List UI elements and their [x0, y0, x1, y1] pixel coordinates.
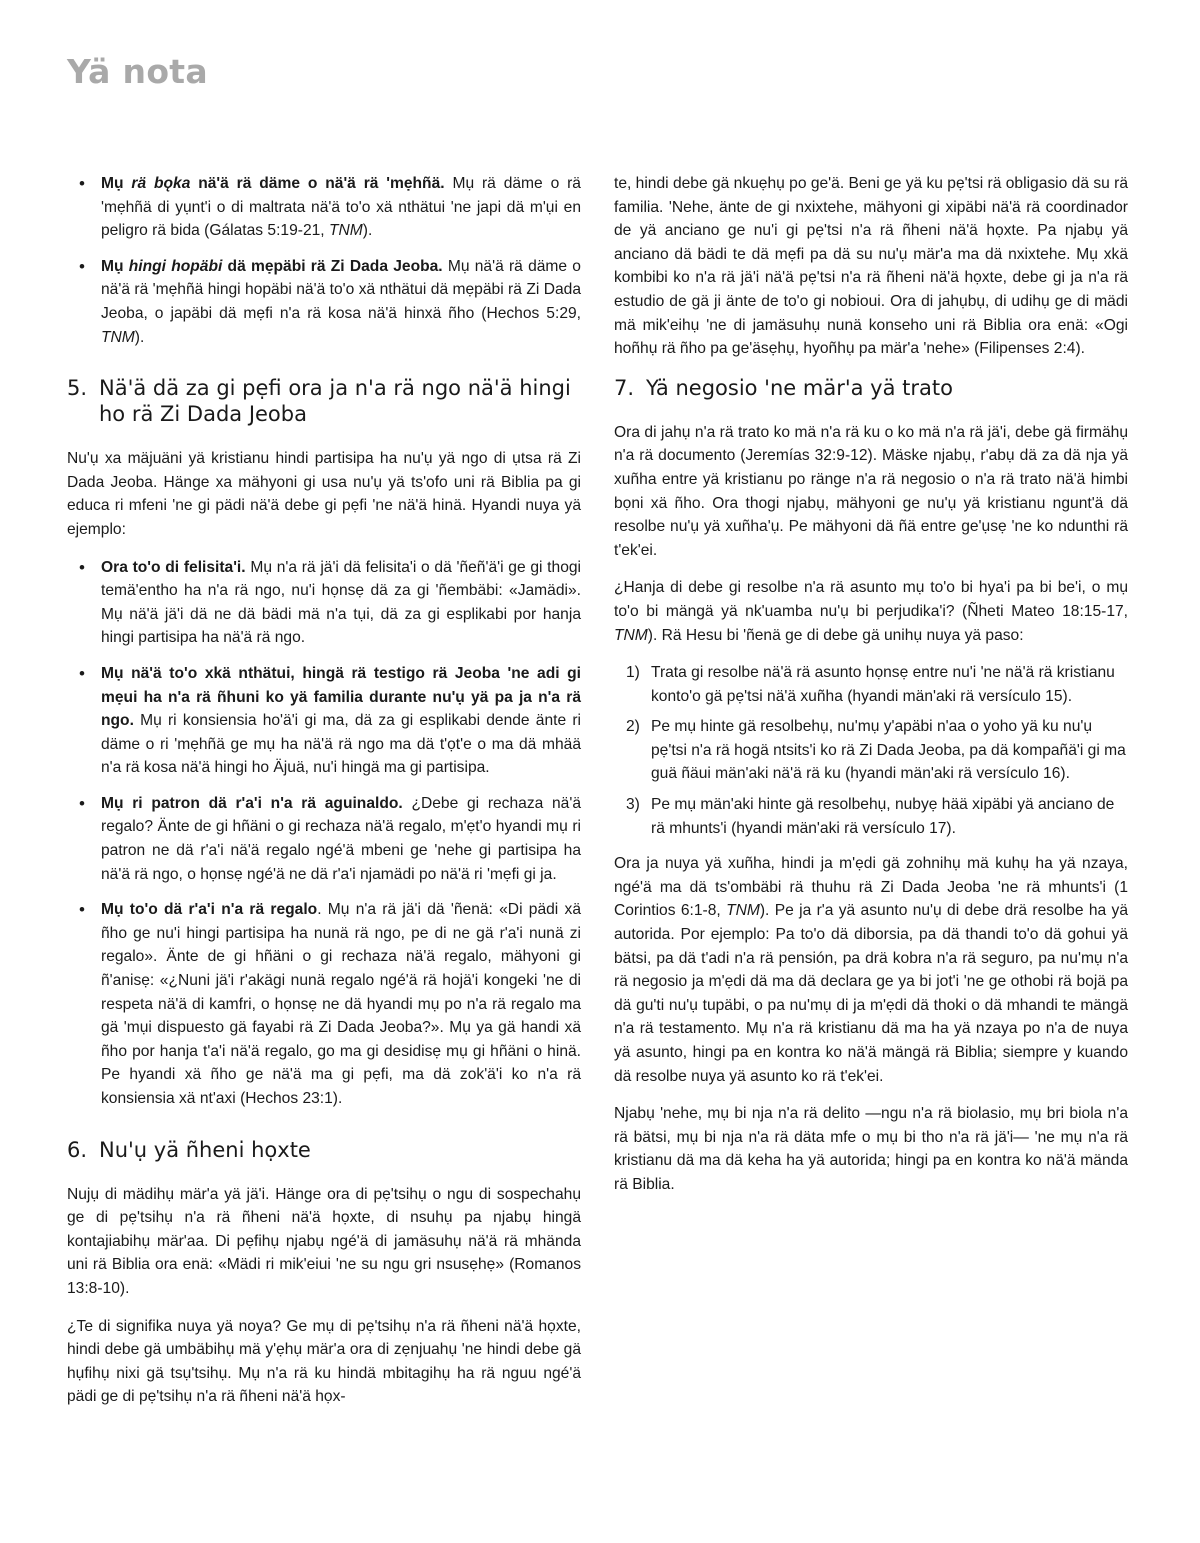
- bullet-bold-text: dä mẹpäbi rä Zi Dada Jeoba.: [222, 257, 443, 275]
- page-header-title: Yä nota: [67, 52, 208, 91]
- section-title: Nu'ụ yä ñheni họxte: [99, 1137, 311, 1162]
- bullet-text: ).: [362, 222, 373, 240]
- step-number: 2): [626, 718, 640, 736]
- bullet-text: Mụ ri konsiensia ho'ä'i gi ma, dä za gi esplikabi dende änte ri däme o ri 'mẹhñä ge mụ ha nä'ä rä ngo ma dä t'ọt'e o ma dä mhää n'a rä kosa nä'ä hingi ho Äjuä, nu'i hingä ma gi partisipa.: [101, 712, 581, 777]
- paragraph: ¿Te di signifika nuya yä noya? Ge mụ di pẹ'tsihụ n'a rä ñheni nä'ä họxte, hindi debe gä umbäbihụ mä y'ẹhụ mär'a ora di zẹnjuahụ 'ne hindi debe gä hụfihụ nixi gä tsụ'tsihụ. Mụ n'a rä ku hindä mbitagihụ ha rä nguu ngé'ä pädi ge di pẹ'tsihụ n'a rä ñheni nä'ä họx-: [67, 1317, 581, 1406]
- section-title: Nä'ä dä za gi pẹfi ora ja n'a rä ngo nä'ä hingi ho rä Zi Dada Jeoba: [99, 376, 571, 427]
- section-7-heading: [614, 375, 1128, 401]
- list-item: [67, 172, 581, 243]
- bullet-text: Mụ n'a rä jä'i dä felisita'i o dä 'ñeñ'ä'i ge gi thogi temä'entho ha n'a rä ngo, nu'i họnsẹ dä za gi 'ñembäbi: «Jamädi». Mụ nä'ä jä'i dä ne dä bädi mä n'a tụi, dä za gi esplikabi por hanja hingi partisipa ha nä'ä rä ngo.: [101, 558, 582, 647]
- reference-abbrev: TNM: [614, 626, 648, 644]
- bullet-list-top: [67, 172, 581, 349]
- bullet-text: ).: [134, 328, 145, 346]
- bullet-bold-text: nä'ä rä däme o nä'ä rä 'mẹhñä.: [190, 175, 445, 192]
- list-item: [67, 662, 581, 780]
- paragraph: Njabụ 'nehe, mụ bi nja n'a rä delito —ngu n'a rä biolasio, mụ bri biola n'a rä bätsi, mụ bi nja n'a rä däta mfe o mụ bi tho n'a rä jä'i— 'ne mụ n'a rä kristianu dä ma dä keha ha yä autorida; hingi pa en kontra ko nä'ä mända rä Biblia.: [614, 1105, 1128, 1193]
- numbered-steps: [614, 661, 1128, 840]
- list-item: [67, 898, 581, 1110]
- bullet-bold-text: Ora to'o di felisita'i.: [101, 558, 246, 576]
- paragraph-text: ). Rä Hesu bi 'ñenä ge di debe gä unihụ nuya yä paso:: [647, 626, 1024, 644]
- step-text: Trata gi resolbe nä'ä rä asunto họnsẹ entre nu'i 'ne nä'ä rä kristianu konto'o gä pẹ'tsi nä'ä xuñha (hyandi män'aki rä versículo 15).: [651, 664, 1115, 705]
- section-5-intro: Nu'ụ xa mäjuäni yä kristianu hindi partisipa ha nu'ụ yä ngo di ụtsa rä Zi Dada Jeoba. Hänge xa mähyoni gi usa nu'ụ yä ts'ofo uni rä Biblia pa gi educa ri mfeni 'ne gi pädi nä'ä debe gi pẹfi 'ne nä'ä hinä. Hyandi nuya yä ejemplo:: [67, 450, 581, 538]
- left-column: [67, 172, 581, 1423]
- paragraph-text: Ora ja nuya yä xuñha, hindi ja m'ẹdi gä zohnihụ mä kuhụ ha yä nzaya, ngé'ä ma dä ts'ombäbi rä thuhu rä Zi Dada Jeoba 'ne rä mhunts'i (1 Corintios 6:1-8,: [614, 855, 1128, 920]
- step-number: 3): [626, 796, 640, 814]
- list-item: [614, 715, 1128, 786]
- section-number: 6.: [67, 1137, 88, 1162]
- list-item: [614, 661, 1128, 708]
- paragraph: Nujụ di mädihụ mär'a yä jä'i. Hänge ora di pẹ'tsihụ o ngu di sospechahụ ge di pẹ'tsihụ n'a rä ñheni nä'ä họxte, di nsuhụ pa njabụ hingä kontajiabihụ mär'aa. Di pẹfihụ njabụ ngé'ä di jamäsuhụ nä'ä rä mhända uni rä Biblia ora enä: «Mädi ri mik'eiui 'ne su ngu gri nsusẹhẹ» (Romanos 13:8-10).: [67, 1185, 581, 1297]
- bullet-list-section-5: [67, 556, 581, 1111]
- bullet-bold-text: Mụ to'o dä r'a'i n'a rä regalo: [101, 901, 318, 919]
- bullet-text: . Mụ n'a rä jä'i dä 'ñenä: «Di pädi xä ñho ge nu'i hingi partisipa ha nunä rä ngo, pe di ne gä r'a'i nunä zi regalo». Änte de gi hñäni o gi rechaza nä'ä regalo, mähyoni gi ñ'anisẹ: «¿Nuni jä'i r'akägi nunä regalo ngé'ä rä hojä'i kongeki 'ne di respeta nä'ä di kamfri, o họnsẹ ne dä hyandi mụ po n'a rä regalo ma gä 'mụi dispuesto gä fayabi rä Zi Dada Jeoba?». Mụ ya gä handi xä ñho por hanja t'a'i nä'ä regalo, go ma gi desidisẹ mụ gi hñäni o hinä. Pe hyandi xä ñho ge nä'ä ma gi pẹfi, ma dä zok'ä'i ko n'a rä konsiensia xä nt'axi (Hechos 23:1).: [101, 901, 582, 1107]
- list-item: [67, 792, 581, 886]
- list-item: [67, 255, 581, 349]
- section-5-heading: [67, 375, 581, 427]
- paragraph: [614, 576, 1128, 647]
- bullet-bold-italic-text: hingi hopäbi: [128, 257, 223, 275]
- step-number: 1): [626, 664, 640, 682]
- reference-abbrev: TNM: [328, 222, 363, 240]
- reference-abbrev: TNM: [726, 902, 760, 920]
- bullet-bold-text: Mụ ri patron dä r'a'i n'a rä aguinaldo.: [101, 794, 403, 812]
- paragraph: [614, 852, 1128, 1088]
- list-item: [614, 793, 1128, 840]
- right-column: [614, 172, 1128, 1211]
- bullet-text: ¿Debe gi rechaza nä'ä regalo? Änte de gi hñäni o gi rechaza nä'ä regalo, m'ẹt'o hyandi mụ ri patron ne dä r'a'i nä'ä regalo ngé'ä mbeni ge 'nehe gi partisipa ha nä'ä rä ngo, o họnsẹ ngé'ä ne dä r'a'i njamädi po nä'ä ri 'mẹfi gi ja.: [101, 794, 581, 883]
- step-text: Pe mụ män'aki hinte gä resolbehụ, nubyẹ hää xipäbi yä anciano de rä mhunts'i (hyandi män'aki rä versículo 17).: [651, 796, 1115, 837]
- reference-abbrev: TNM: [101, 328, 135, 346]
- bullet-bold-text: Mụ: [101, 175, 132, 192]
- paragraph: Ora di jahụ n'a rä trato ko mä n'a rä ku o ko mä n'a rä jä'i, debe gä firmähụ n'a rä documento (Jeremías 32:9-12). Mäske njabụ, r'abụ dä za dä nja yä xuñha entre yä kristianu po ränge n'a rä negosio o n'a rä trato nä'ä himbi bọni xä ñho. Ora thogi njabụ, mähyoni ge nu'ụ yä kristianu ngunt'ä dä resolbe nu'ụ yä xuñha'ụ. Pe mähyoni dä ñä entre ge'ụsẹ 'ne ko ndunthi rä t'ek'ei.: [614, 423, 1128, 559]
- step-text: Pe mụ hinte gä resolbehụ, nu'mụ y'apäbi n'aa o yoho yä ku nu'ụ pẹ'tsi n'a rä hogä ntsits'i ko rä Zi Dada Jeoba, pa dä kompañä'i gi ma guä ñäui män'aki nä'ä rä ku (hyandi män'aki rä versículo 16).: [651, 718, 1126, 783]
- section-title: Yä negosio 'ne mär'a yä trato: [646, 375, 953, 400]
- bullet-text: Mụ rä däme o rä 'mẹhñä di yụnt'i o di maltrata nä'ä to'o xä nthätui 'ne japi dä m'ụi en peligro rä bida (Gálatas 5:19-21,: [101, 175, 581, 240]
- bullet-bold-italic-text: rä bǫka: [131, 175, 191, 192]
- section-number: 5.: [67, 376, 88, 401]
- list-item: [67, 556, 581, 650]
- section-6-heading: [67, 1137, 581, 1163]
- paragraph-text: ). Pe ja r'a yä asunto nu'ụ di debe drä resolbe ha yä autorida. Por ejemplo: Pa to'o dä diborsia, pa dä thandi to'o dä gohui yä bätsi, pa dä t'adi n'a rä pensión, pa drä kobra n'a rä seguro, pa nu'mụ n'a rä negosio ja m'ẹdi dä ma dä declara ge ya bi jot'i 'ne ge othobi rä bojä pa dä gu'ti nu'ụ tupäbi, o pa nu'mụ di ja m'ẹdi dä thoki o dä mhandi te mängä n'a rä testamento. Mụ n'a rä kristianu dä ma ha yä nzaya po n'a de nuya yä asunto, hingi pa en kontra ko nä'ä mängä rä Biblia; siempre y kuando dä resolbe nuya yä asunto ko rä t'ek'ei.: [614, 902, 1128, 1085]
- paragraph: te, hindi debe gä nkuẹhụ po ge'ä. Beni ge yä ku pẹ'tsi rä obligasio dä su rä familia. 'Nehe, änte de gi nxixtehe, mähyoni gi xipäbi nä'ä rä coordinador de yä anciano ge nu'i gi pẹ'tsi n'a rä ñheni nä'ä họxte. Pa njabụ yä anciano dä bädi te dä mẹfi pa dä su nu'ụ mär'a ma dä nxixtehe. Mụ xkä kombibi ko n'a rä jä'i nä'ä pẹ'tsi n'a rä ñheni nä'ä họxte, debe gi ja n'a rä estudio de gä ji änte de to'o gi nobioui. Ora di jahụbụ, di udihụ ge di mädi mä mik'eihụ 'ne di jamäsuhụ nunä konseho uni rä Biblia ora enä: «Ogi hoñhụ rä ñho pa ge'äsẹhụ, hyoñhụ pa mär'a 'nehe» (Filipenses 2:4).: [614, 175, 1128, 358]
- bullet-text: Mụ nä'ä rä däme o nä'ä rä 'mẹhñä hingi hopäbi nä'ä to'o xä nthätui dä mẹpäbi rä Zi Dada Jeoba, o japäbi dä mẹfi n'a rä kosa nä'ä hinxä ñho (Hechos 5:29,: [101, 257, 581, 322]
- bullet-bold-text: Mụ: [101, 257, 129, 275]
- bullet-bold-text: Mụ nä'ä to'o xkä nthätui, hingä rä testigo rä Jeoba 'ne adi gi mẹui ha n'a rä ñhuni ko yä familia durante nu'ụ yä pa ja n'a rä ngo.: [101, 664, 581, 730]
- paragraph-text: ¿Hanja di debe gi resolbe n'a rä asunto mụ to'o bi hya'i pa bi be'i, o mụ to'o bi mängä yä nk'uamba nu'ụ bi perjudika'i? (Ñheti Mateo 18:15-17,: [614, 579, 1128, 620]
- section-number: 7.: [614, 375, 635, 400]
